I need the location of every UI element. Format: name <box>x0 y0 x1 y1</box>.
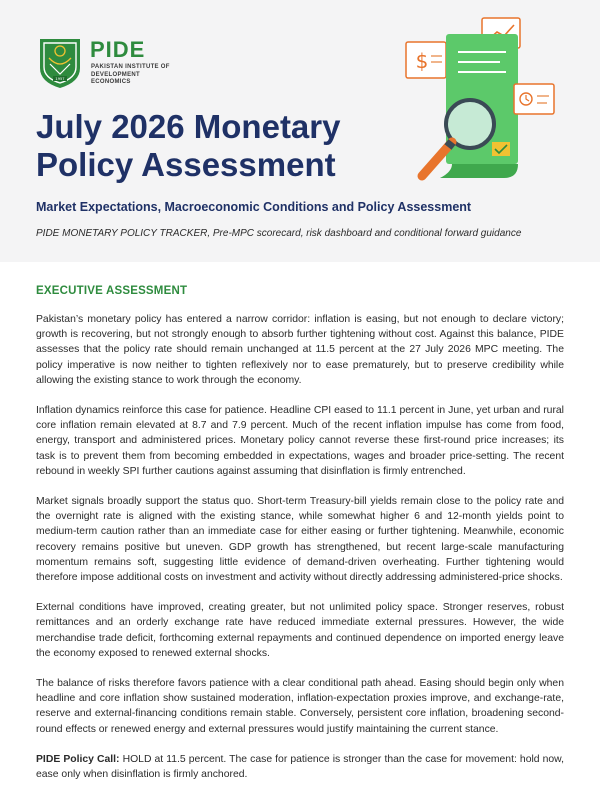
executive-assessment-body <box>36 312 564 797</box>
pide-emblem-icon <box>37 36 83 90</box>
svg-text:1957: 1957 <box>55 77 65 81</box>
page-subtitle: Market Expectations, Macroeconomic Conditions and Policy Assessment <box>36 200 472 214</box>
header-band <box>0 0 600 262</box>
clock-card-icon <box>514 84 554 114</box>
paragraph: External conditions have improved, creating greater, but not unlimited policy space. Stronger reserves, robust remittances and an orderly exchange rate have reduced immediate external pressures. However, the wide merchandise trade deficit, forthcoming external repayments and continued dependence on imported energy leave the economy exposed to renewed external shocks. <box>36 602 564 659</box>
policy-call-label: PIDE Policy Call: <box>36 753 120 765</box>
page-tagline: PIDE MONETARY POLICY TRACKER, Pre-MPC scorecard, risk dashboard and conditional forward guidance <box>36 228 522 239</box>
policy-call-text: HOLD at 11.5 percent. The case for patience is stronger than the case for movement: hold now, ease only when disinflation is firmly anchored. <box>36 753 564 781</box>
paragraph: Pakistan’s monetary policy has entered a narrow corridor: inflation is easing, but not enough to declare victory; growth is recovering, but not strongly enough to absorb further tightening without cost. Against this balance, PIDE assesses that the policy rate should remain unchanged at 11.5 percent at the 27 July 2026 MPC meeting. The policy imperative is now neither to tighten reflexively nor to ease prematurely, but to preserve credibility while allowing the existing stance to work through the economy. <box>36 314 564 386</box>
report-magnifier-illustration <box>400 14 570 189</box>
paragraph: The balance of risks therefore favors patience with a clear conditional path ahead. Easing should begin only when headline and core inflation show sustained moderation, inflation-expectation proxies improve, and exchange-rate, reserve and external-financing conditions remain stable. Conversely, persistent core inflation, broadening second-round effects or renewed energy and external pressures would justify maintaining the current stance. <box>36 678 564 735</box>
logo-wordmark: PIDE <box>90 37 146 62</box>
logo-subtitle: PAKISTAN INSTITUTE OF DEVELOPMENT ECONOMICS <box>91 64 170 85</box>
paragraph: Market signals broadly support the status quo. Short-term Treasury-bill yields remain close to the policy rate and the overnight rate is aligned with the existing stance, while somewhat higher 6 and 12-month yields point to medium-term caution rather than an immediate case for either easing or further tightening. Meanwhile, economic recovery remains positive but uneven. GDP growth has strengthened, but recent large-scale manufacturing momentum remains soft, suggesting little evidence of demand-driven overheating. Further tightening would therefore impose additional costs on investment and activity without directly addressing administered-price shocks. <box>36 496 564 584</box>
section-heading: EXECUTIVE ASSESSMENT <box>36 285 188 297</box>
policy-call <box>36 752 564 782</box>
pide-logo <box>37 36 177 96</box>
page-title: July 2026 Monetary Policy Assessment <box>36 108 341 183</box>
paragraph: Inflation dynamics reinforce this case for patience. Headline CPI eased to 11.1 percent in June, yet urban and rural core inflation remain elevated at 8.7 and 7.9 percent. Much of the recent inflation impulse has come from food, energy, transport and administered prices. Monetary policy cannot reverse these first-round price increases; its task is to prevent them from becoming embedded in expectations, wages and broader price-setting. The recent rebound in weekly SPI further cautions against assuming that disinflation is firmly entrenched. <box>36 405 564 477</box>
dollar-card-icon <box>406 42 446 78</box>
svg-text:$: $ <box>415 49 429 73</box>
